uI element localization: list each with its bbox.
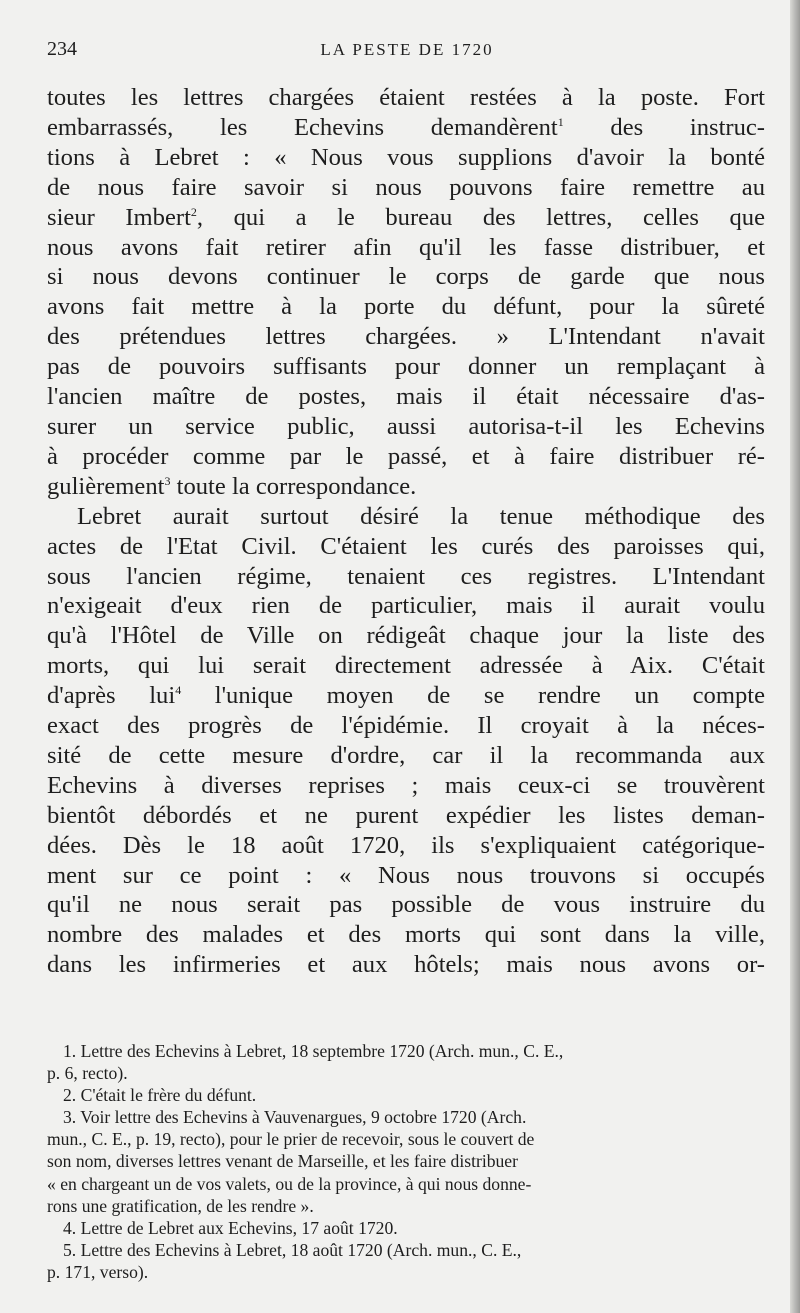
- text-line: [47, 203, 765, 233]
- footnote-mark: 2: [190, 204, 197, 219]
- text-line: [47, 681, 765, 711]
- text-line-part: gulièrement: [47, 472, 165, 500]
- text-line: surer un service public, aussi autorisa-t-il les Echevins: [47, 412, 765, 440]
- footnote-line: 1. Lettre des Echevins à Lebret, 18 septembre 1720 (Arch. mun., C. E.,: [63, 1041, 564, 1061]
- text-line: pas de pouvoirs suffisants pour donner un remplaçant à: [47, 353, 765, 381]
- text-line-part: d'après lui: [47, 682, 176, 710]
- text-line-part: , qui a le bureau des lettres, celles que: [196, 203, 766, 231]
- text-line: avons fait mettre à la porte du défunt, pour la sûreté: [47, 293, 765, 321]
- footnote-line: 3. Voir lettre des Echevins à Vauvenargues, 9 octobre 1720 (Arch.: [63, 1107, 527, 1128]
- text-line: nous avons fait retirer afin qu'il les fasse distribuer, et: [47, 233, 765, 261]
- text-line-part: toute la correspondance.: [170, 472, 417, 500]
- footnote-line: 2. C'était le frère du défunt.: [63, 1085, 257, 1106]
- footnote-mark: 4: [175, 682, 182, 697]
- text-line: qu'il ne nous serait pas possible de vous instruire du: [47, 891, 765, 919]
- footnote-line: son nom, diverses lettres venant de Marseille, et les faire distribuer: [47, 1151, 518, 1172]
- text-line: exact des progrès de l'épidémie. Il croyait à la néces-: [47, 712, 765, 740]
- text-line: n'exigeait d'eux rien de particulier, mais il aurait voulu: [47, 592, 765, 620]
- footnote-line: 4. Lettre de Lebret aux Echevins, 17 août 1720.: [63, 1217, 398, 1238]
- footnote-mark: 3: [164, 473, 171, 488]
- footnote-line: mun., C. E., p. 19, recto), pour le prier de recevoir, sous le couvert de: [47, 1129, 535, 1150]
- footnote-line: p. 6, recto).: [47, 1063, 128, 1084]
- text-line: nombre des malades et des morts qui sont dans la ville,: [47, 921, 765, 949]
- text-line: actes de l'Etat Civil. C'étaient les curés des paroisses qui,: [47, 532, 765, 560]
- text-line: ment sur ce point : « Nous nous trouvons si occupés: [47, 861, 765, 889]
- text-line: à procéder comme par le passé, et à faire distribuer ré-: [47, 442, 765, 470]
- text-line: dans les infirmeries et aux hôtels; mais nous avons or-: [47, 951, 765, 979]
- text-line: Echevins à diverses reprises ; mais ceux-ci se trouvèrent: [47, 771, 765, 799]
- text-line: [47, 472, 765, 502]
- text-line-part: l'unique moyen de se rendre un compte: [181, 682, 765, 710]
- text-line: Lebret aurait surtout désiré la tenue méthodique des: [77, 502, 765, 530]
- text-line: bientôt débordés et ne purent expédier les listes deman-: [47, 801, 765, 829]
- footnote-line: rons une gratification, de les rendre ».: [47, 1195, 314, 1216]
- text-line: l'ancien maître de postes, mais il était nécessaire d'as-: [47, 383, 765, 411]
- text-line-part: embarrassés, les Echevins demandèrent: [47, 113, 558, 141]
- text-line: tions à Lebret : « Nous vous supplions d'avoir la bonté: [47, 143, 765, 171]
- footnotes: [47, 1040, 765, 1283]
- text-line: si nous devons continuer le corps de garde que nous: [47, 263, 765, 291]
- footnote-line: 5. Lettre des Echevins à Lebret, 18 août 1720 (Arch. mun., C. E.,: [63, 1239, 522, 1260]
- text-line: de nous faire savoir si nous pouvons faire remettre au: [47, 173, 765, 201]
- footnote-mark: 1: [557, 114, 564, 129]
- page-header: [47, 38, 767, 64]
- paragraph-2-continued: [47, 532, 765, 981]
- text-line: sous l'ancien régime, tenaient ces registres. L'Intendant: [47, 562, 765, 590]
- text-line: des prétendues lettres chargées. » L'Intendant n'avait: [47, 323, 765, 351]
- text-line: dées. Dès le 18 août 1720, ils s'expliquaient catégorique-: [47, 831, 765, 859]
- text-line: toutes les lettres chargées étaient restées à la poste. Fort: [47, 84, 765, 111]
- body-text: [47, 83, 765, 980]
- text-line: morts, qui lui serait directement adressée à Aix. C'était: [47, 652, 765, 680]
- running-title: LA PESTE DE 1720: [320, 40, 494, 59]
- page-number: 234: [47, 38, 77, 60]
- text-line-part: des instruc-: [563, 113, 766, 141]
- text-line: sité de cette mesure d'ordre, car il la recommanda aux: [47, 741, 765, 769]
- page-spine-shadow: [790, 0, 800, 1313]
- footnote-line: « en chargeant un de vos valets, ou de la province, à qui nous donne-: [47, 1173, 532, 1194]
- paragraph-2: [47, 502, 765, 532]
- text-line: qu'à l'Hôtel de Ville on rédigeât chaque jour la liste des: [47, 622, 765, 650]
- text-line: [47, 113, 765, 143]
- text-line-part: sieur Imbert: [47, 203, 191, 231]
- footnote-line: p. 171, verso).: [47, 1261, 149, 1282]
- paragraph-1: [47, 83, 765, 502]
